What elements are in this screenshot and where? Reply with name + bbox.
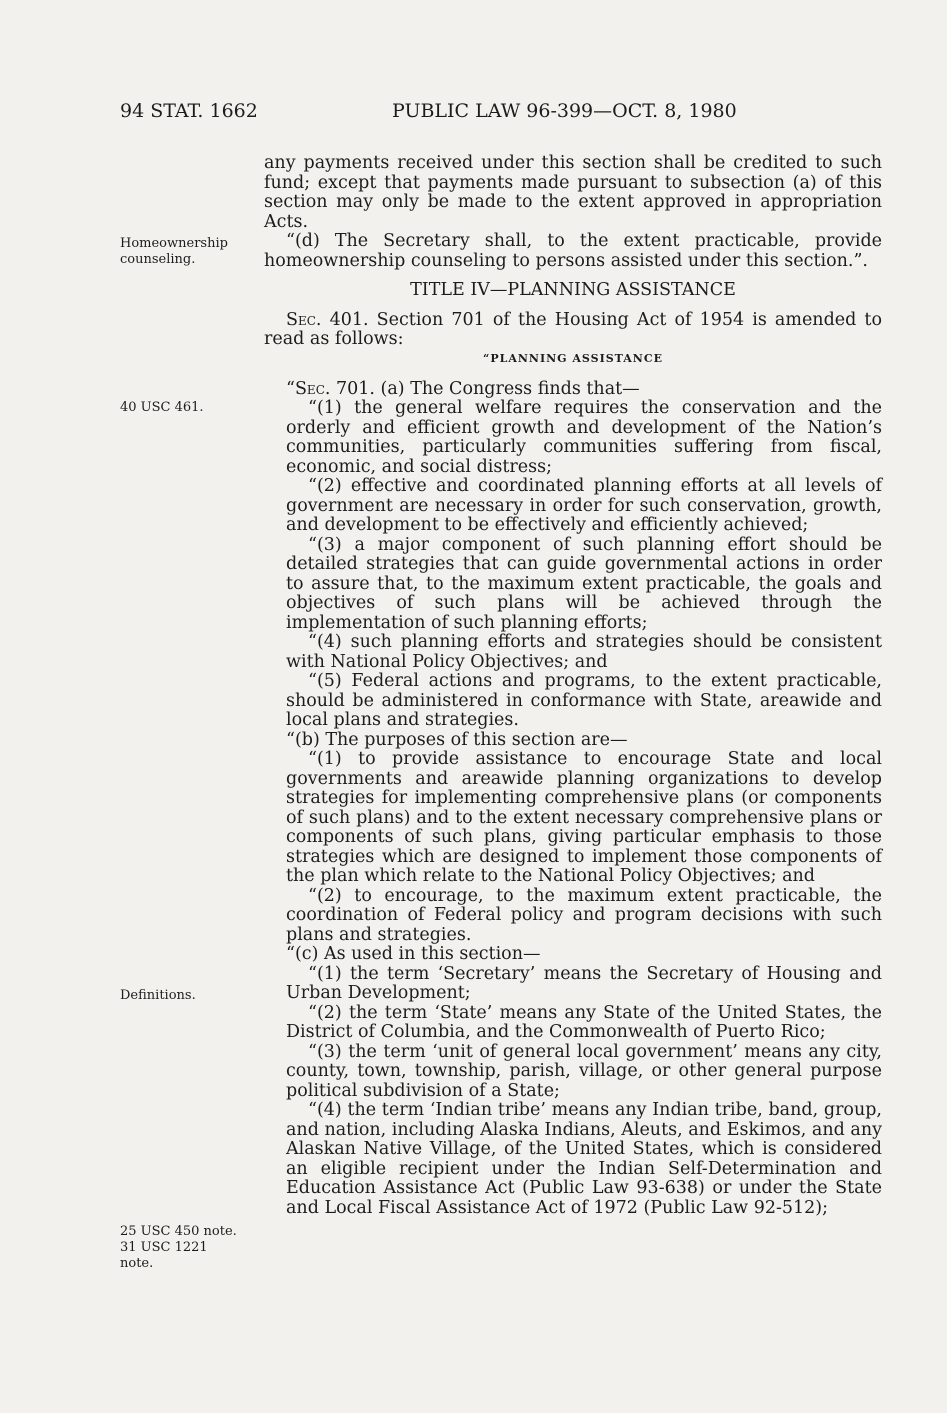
margin-note-25-usc: 25 USC 450 note. 31 USC 1221 note. (120, 1224, 237, 1271)
section-701-label: “Sec. (286, 378, 331, 399)
definition-2: “(2) the term ‘State’ means any State of the United States, the District of Columbia, and the Commonwealth of Puerto Rico; (286, 1002, 882, 1042)
section-401-text: 401. Section 701 of the Housing Act of 1954 is amended to read as follows: (264, 309, 882, 349)
definitions-intro: “(c) As used in this section— (286, 944, 541, 964)
finding-5: “(5) Federal actions and programs, to the extent practicable, should be administered in conformance with State, areawide and local plans and strategies. (286, 671, 882, 730)
page-header (120, 100, 890, 134)
planning-assistance-heading: “PLANNING ASSISTANCE (483, 351, 663, 365)
section-401 (264, 311, 882, 350)
margin-note-definitions: Definitions. (120, 988, 196, 1003)
purpose-2: “(2) to encourage, to the maximum extent practicable, the coordination of Federal policy and program decisions with such plans and strategies. (286, 885, 882, 945)
section-701-text: 701. (a) The Congress finds that— (330, 378, 640, 399)
finding-1: “(1) the general welfare requires the conservation and the orderly and efficient growth and development of the Nation’s communities, particularly communities suffering from fiscal, economic, and social distress; (286, 398, 882, 477)
purposes-intro: “(b) The purposes of this section are— (286, 729, 628, 750)
definition-1: “(1) the term ‘Secretary’ means the Secretary of Housing and Urban Development; (286, 963, 882, 1003)
paragraph-intro: any payments received under this section shall be credited to such fund; except that payments made pursuant to subsection (a) of this section may only be made to the extent approved in appropriation Acts. (264, 153, 882, 232)
finding-2: “(2) effective and coordinated planning efforts at all levels of government are necessary in order for such conservation, growth, and development to be effectively and efficiently achieved; (286, 476, 882, 535)
margin-note-homeownership: Homeownership counseling. (120, 236, 228, 267)
public-law-title: PUBLIC LAW 96-399—OCT. 8, 1980 (392, 100, 737, 122)
paragraph-d: “(d) The Secretary shall, to the extent practicable, provide homeownership counseling to persons assisted under this section.”. (264, 231, 882, 271)
statute-page-number: 94 STAT. 1662 (120, 100, 258, 122)
purpose-1: “(1) to provide assistance to encourage State and local governments and areawide planning organizations to develop strategies for implementing comprehensive plans (or components of such plans) and to the extent necessary comprehensive plans or components of such plans, giving particular emphasis to those strategies which are designed to implement those components of the plan which relate to the National Policy Objectives; and (286, 749, 882, 886)
title-iv-heading: TITLE IV—PLANNING ASSISTANCE (410, 280, 736, 300)
margin-note-40-usc: 40 USC 461. (120, 400, 204, 415)
section-401-label: Sec. (286, 309, 322, 330)
body-text (264, 154, 882, 1218)
definition-3: “(3) the term ‘unit of general local government’ means any city, county, town, township, parish, village, or other general purpose political subdivision of a State; (286, 1041, 882, 1101)
section-701 (264, 380, 882, 400)
finding-4: “(4) such planning efforts and strategies should be consistent with National Policy Objectives; and (286, 632, 882, 672)
finding-3: “(3) a major component of such planning effort should be detailed strategies that can guide governmental actions in order to assure that, to the maximum extent practicable, the goals and objectives of such plans will be achieved through the implementation of such planning efforts; (286, 534, 882, 633)
definition-4: “(4) the term ‘Indian tribe’ means any Indian tribe, band, group, and nation, including Alaska Indians, Aleuts, and Eskimos, and any Alaskan Native Village, of the United States, which is considered an eligible recipient under the Indian Self-Determination and Education Assistance Act (Public Law 93-638) or under the State and Local Fiscal Assistance Act of 1972 (Public Law 92-512); (286, 1100, 882, 1218)
